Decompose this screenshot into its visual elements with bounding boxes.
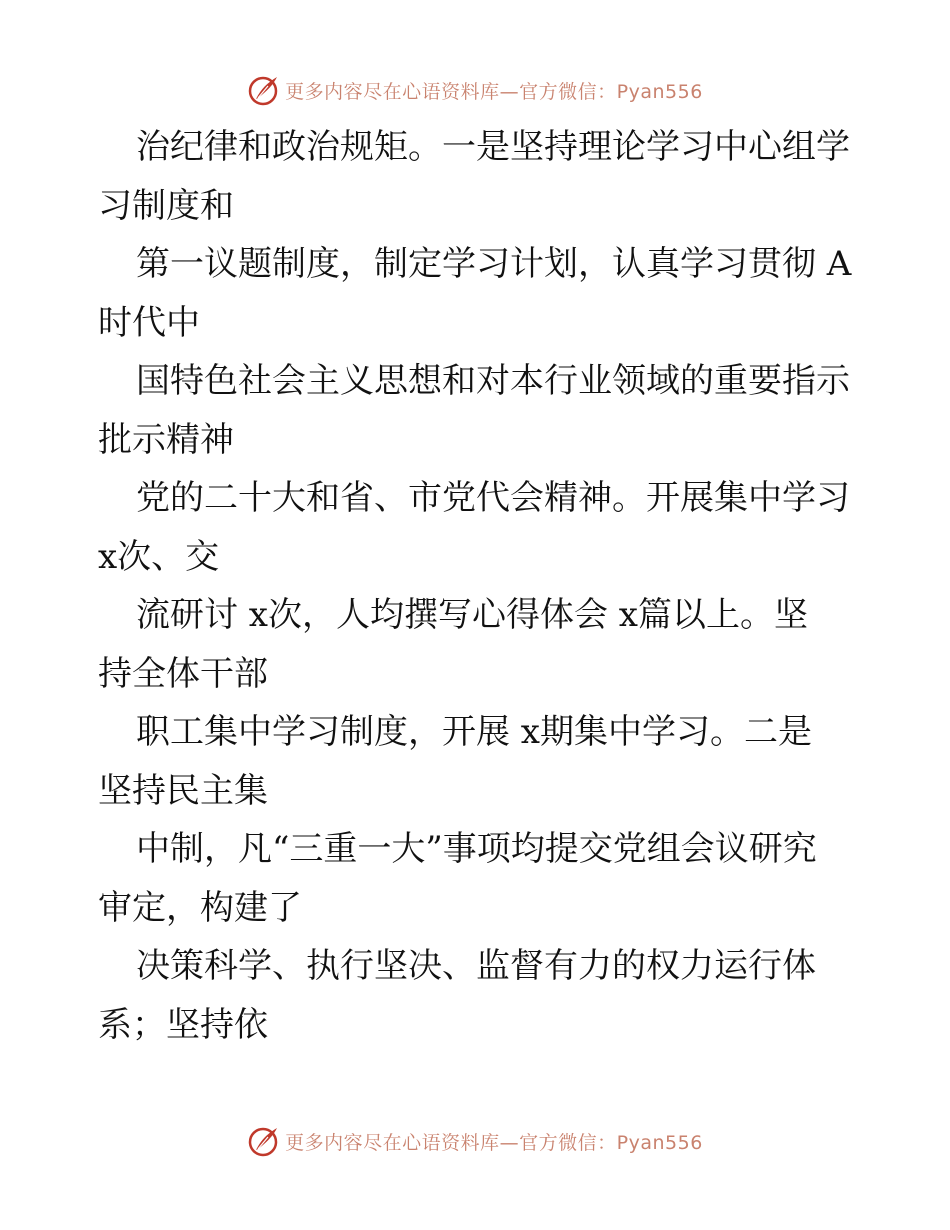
paragraph-continuation: 时代中 (98, 302, 200, 343)
paragraph-first-line: 党的二十大和省、市党代会精神。开展集中学习 (136, 478, 850, 518)
watermark-footer (0, 1121, 950, 1161)
paragraph-first-line: 职工集中学习制度，开展 x期集中学习。二是 (136, 712, 812, 752)
paragraph-continuation: 批示精神 (98, 419, 234, 460)
paragraph-first-line: 治纪律和政治规矩。一是坚持理论学习中心组学 (136, 127, 850, 167)
paragraph (98, 352, 858, 469)
paragraph-first-line: 中制，凡“三重一大”事项均提交党组会议研究 (136, 829, 817, 869)
watermark-text: 更多内容尽在心语资料库—官方微信：Pyan556 (285, 80, 703, 103)
paragraph-continuation: 习制度和 (98, 185, 234, 226)
paragraph-continuation: 坚持民主集 (98, 770, 268, 811)
paragraph (98, 703, 858, 820)
paragraph-continuation: 审定，构建了 (98, 887, 302, 928)
watermark-header (0, 70, 950, 110)
feather-pen-icon (247, 1124, 281, 1158)
paragraph (98, 586, 858, 703)
watermark-text: 更多内容尽在心语资料库—官方微信：Pyan556 (285, 1131, 703, 1154)
paragraph-continuation: 系；坚持依 (98, 1004, 268, 1045)
document-body (98, 118, 858, 1054)
paragraph-first-line: 国特色社会主义思想和对本行业领域的重要指示 (136, 361, 850, 401)
paragraph-first-line: 第一议题制度，制定学习计划，认真学习贯彻 A (136, 244, 852, 284)
paragraph-first-line: 流研讨 x次，人均撰写心得体会 x篇以上。坚 (136, 595, 808, 635)
paragraph (98, 469, 858, 586)
feather-pen-icon (247, 73, 281, 107)
paragraph (98, 937, 858, 1054)
paragraph (98, 820, 858, 937)
paragraph-continuation: x次、交 (98, 536, 220, 577)
paragraph-continuation: 持全体干部 (98, 653, 268, 694)
paragraph (98, 235, 858, 352)
paragraph (98, 118, 858, 235)
paragraph-first-line: 决策科学、执行坚决、监督有力的权力运行体 (136, 946, 816, 986)
